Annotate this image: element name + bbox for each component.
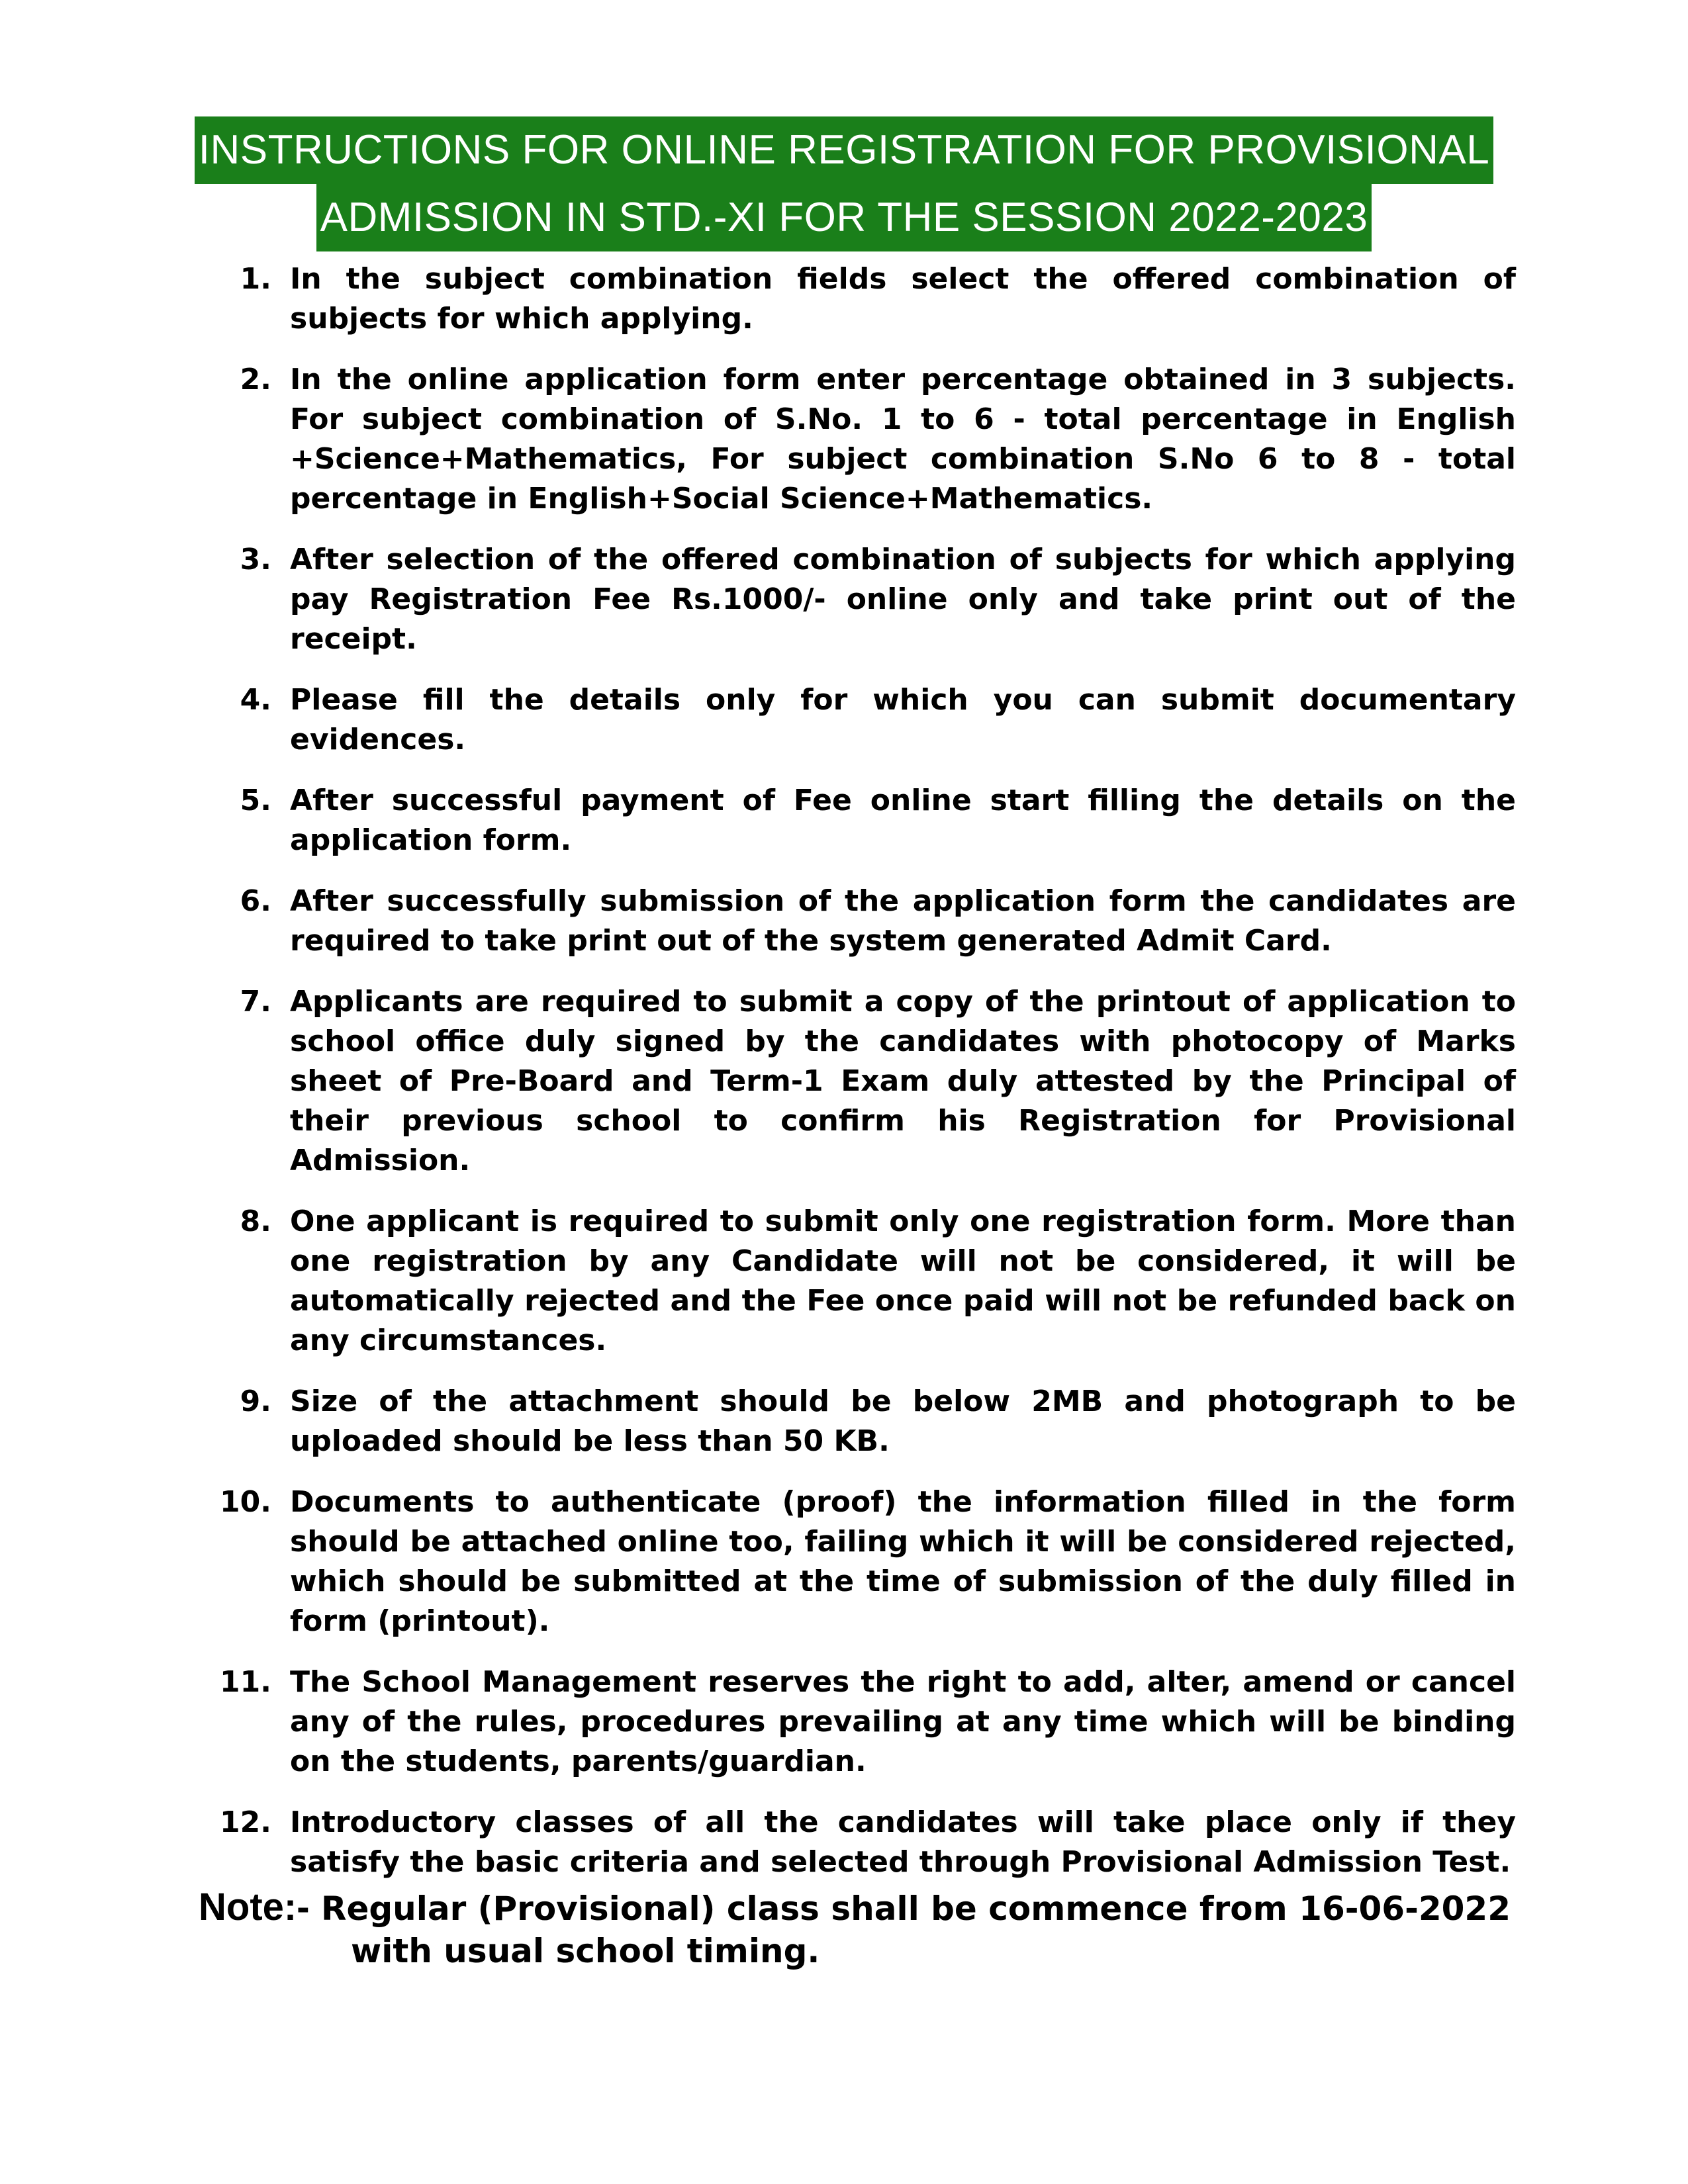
instruction-item [199,680,1516,760]
instruction-number: 4. [240,683,271,717]
title-line-2: ADMISSION IN STD.-XI FOR THE SESSION 2022-2023 [316,184,1372,251]
instruction-text: Documents to authenticate (proof) the information filled in the form should be attached online too, failing which it will be considered rejected, which should be submitted at the time of submission of the duly filled in form (printout). [290,1485,1516,1638]
instructions-list [199,259,1516,1903]
instruction-item [199,982,1516,1181]
note-text-line-1: Regular (Provisional) class shall be commence from 16-06-2022 [320,1889,1511,1928]
instruction-text: Please fill the details only for which you can submit documentary evidences. [290,683,1516,756]
instruction-item [199,540,1516,659]
instruction-text: After successful payment of Fee online start filling the details on the application form. [290,784,1516,857]
instruction-number: 5. [240,784,271,817]
instruction-text: Introductory classes of all the candidates will take place only if they satisfy the basic criteria and selected through Provisional Admission Test. [290,1805,1516,1879]
instruction-text: The School Management reserves the right to add, alter, amend or cancel any of the rules, procedures prevailing at any time which will be binding on the students, parents/guardian. [290,1665,1516,1778]
instruction-item [199,882,1516,961]
instruction-item [199,781,1516,860]
instruction-item [199,360,1516,519]
instruction-text: One applicant is required to submit only one registration form. More than one registration by any Candidate will not be considered, it will be automatically rejected and the Fee once paid will not be refunded back on any circumstances. [290,1205,1516,1357]
instruction-number: 1. [240,262,271,296]
title-line-1: INSTRUCTIONS FOR ONLINE REGISTRATION FOR PROVISIONAL [195,116,1493,184]
instruction-item [199,1482,1516,1641]
instruction-text: After selection of the offered combination of subjects for which applying pay Registration Fee Rs.1000/- online only and take print out of the receipt. [290,543,1516,656]
instruction-item [199,1803,1516,1882]
instruction-item [199,1382,1516,1461]
note-text-line-2: with usual school timing. [351,1932,820,1970]
instruction-text: After successfully submission of the application form the candidates are required to take print out of the system generated Admit Card. [290,884,1516,958]
instruction-item [199,259,1516,339]
instruction-number: 6. [240,884,271,918]
instruction-number: 10. [220,1485,271,1519]
instruction-text: In the subject combination fields select the offered combination of subjects for which applying. [290,262,1516,336]
instruction-text: In the online application form enter percentage obtained in 3 subjects. For subject combination of S.No. 1 to 6 - total percentage in English +Science+Mathematics, For subject combination S.No 6 to 8 - total percentage in English+Social Science+Mathematics. [290,363,1516,516]
instruction-number: 2. [240,363,271,396]
instruction-text: Size of the attachment should be below 2MB and photograph to be uploaded should be less than 50 KB. [290,1385,1516,1458]
instruction-number: 3. [240,543,271,576]
instruction-number: 7. [240,985,271,1019]
instruction-number: 12. [220,1805,271,1839]
instruction-text: Applicants are required to submit a copy of the printout of application to school office duly signed by the candidates with photocopy of Marks sheet of Pre-Board and Term-1 Exam duly attested by the Principal of their previous school to confirm his Registration for Provisional Admission. [290,985,1516,1177]
instruction-item [199,1202,1516,1361]
instruction-number: 9. [240,1385,271,1418]
instruction-number: 8. [240,1205,271,1238]
instruction-item [199,1662,1516,1782]
note-block [199,1886,1523,1972]
note-label: Note:- [199,1886,310,1929]
instruction-number: 11. [220,1665,271,1699]
document-title [0,116,1688,251]
